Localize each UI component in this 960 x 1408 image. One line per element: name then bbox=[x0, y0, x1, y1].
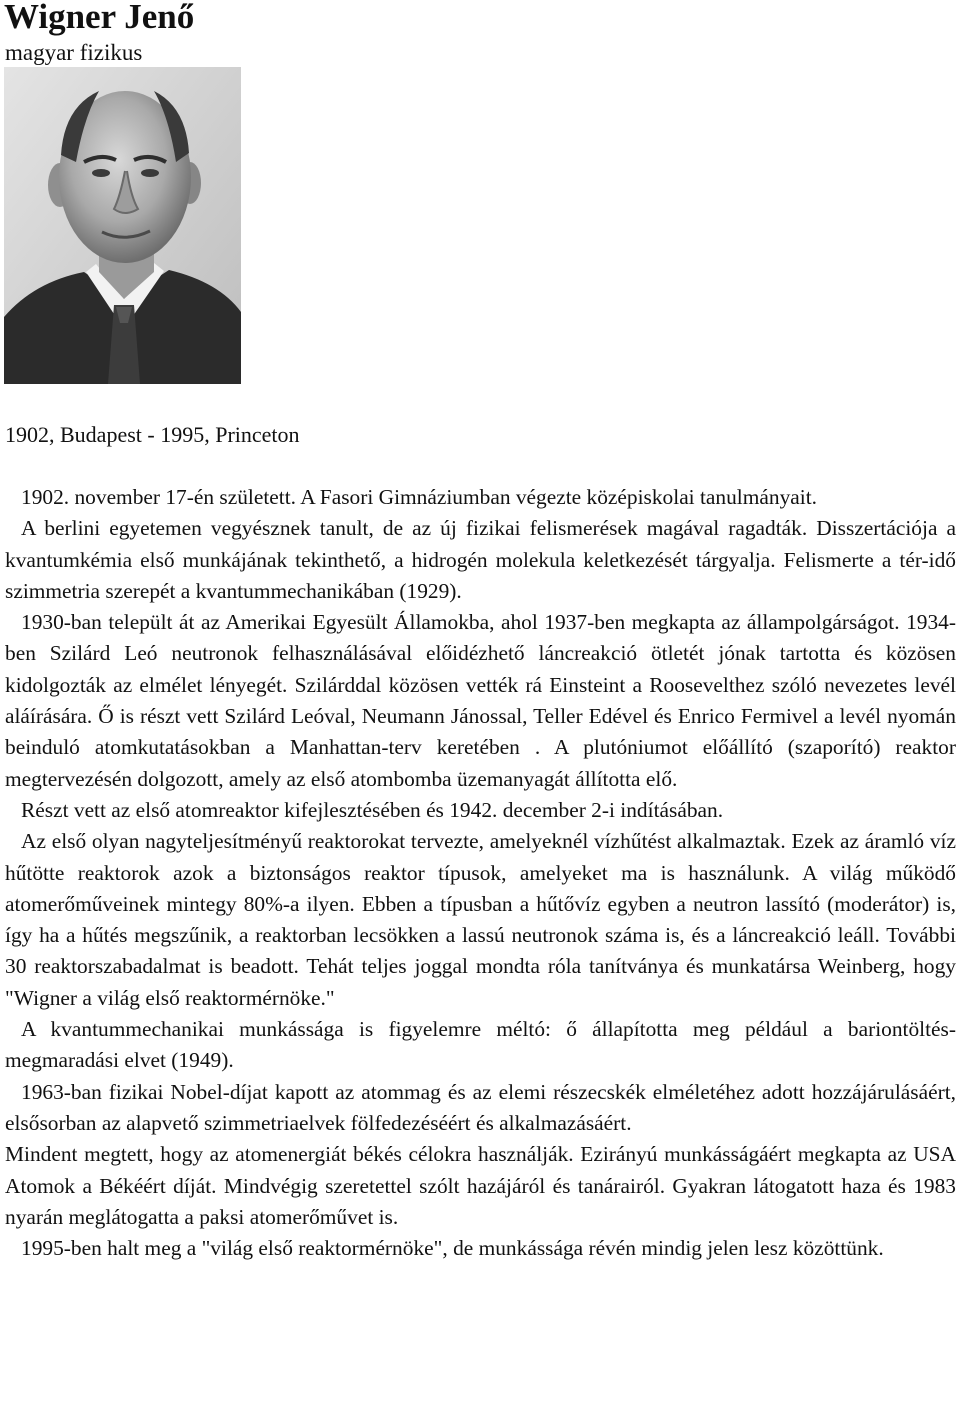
portrait-photo bbox=[4, 67, 241, 384]
portrait-illustration bbox=[4, 67, 241, 384]
paragraph-berlin: A berlini egyetemen vegyésznek tanult, de az új fizikai felismerések magával ragadták. Disszertációja a kvantumkémia első munkájának tekinthető, a hidrogén molekula keletkezését tárgyalja. Felismerte a tér-idő szimmetria szerepét a kvantummechanikában (1929). bbox=[5, 516, 956, 603]
paragraph-peace: Mindent megtett, hogy az atomenergiát békés célokra használják. Ezirányú munkásságáért megkapta az USA Atomok a Békéért díját. Mindvégig szeretettel szólt hazájáról és tanárairól. Gyakran látogatott haza és 1983 nyarán meglátogatta a paksi atomerőművet is. bbox=[5, 1142, 956, 1229]
paragraph-usa: 1930-ban települt át az Amerikai Egyesült Államokba, ahol 1937-ben megkapta az állampolgárságot. 1934-ben Szilárd Leó neutronok felhasználásával előidézhető láncreakció ötletét jónak tartotta és közösen kidolgozták az elmélet lényegét. Szilárddal közösen vették rá Einsteint a Roosevelthez szóló nevezetes levél aláírására. Ő is részt vett Szilárd Leóval, Neumann Jánossal, Teller Edével és Enrico Fermivel a levél nyomán beinduló atomkutatásokban a Manhattan-terv keretében . A plutóniumot előállító (szaporító) reaktor megtervezésén dolgozott, amely az első atombomba üzemanyagát állította elő. bbox=[5, 610, 956, 791]
paragraph-nobel: 1963-ban fizikai Nobel-díjat kapott az atommag és az elemi részecskék elméletéhez adott hozzájárulásáért, elsősorban az alapvető szimmetriaelvek fölfedezéséért és alkalmazásáért. bbox=[5, 1079, 956, 1135]
biography-text bbox=[5, 482, 956, 1264]
paragraph-quantum: A kvantummechanikai munkássága is figyelemre méltó: ő állapította meg például a bariontöltés-megmaradási elvet (1949). bbox=[5, 1017, 956, 1073]
page-title: Wigner Jenő bbox=[4, 0, 195, 36]
paragraph-birth: 1902. november 17-én született. A Fasori Gimnáziumban végezte középiskolai tanulmányait. bbox=[21, 485, 817, 509]
page-subtitle: magyar fizikus bbox=[5, 40, 143, 65]
lifespan-line: 1902, Budapest - 1995, Princeton bbox=[5, 422, 300, 447]
paragraph-death: 1995-ben halt meg a "világ első reaktormérnöke", de munkássága révén mindig jelen lesz közöttünk. bbox=[21, 1236, 884, 1261]
paragraph-water-cooled: Az első olyan nagyteljesítményű reaktorokat tervezte, amelyeknél vízhűtést alkalmaztak. Ezek az áramló víz hűtötte reaktorok azok a biztonságos reaktor típusok, amelyeket ma is használunk. A világ működő atomerőműveinek mintegy 80%-a ilyen. Ebben a típusban a hűtővíz egyben a neutron lassító (moderátor) is, így ha a hűtés megszűnik, a reaktorban lecsökken a lassú neutronok száma is, és a láncreakció leáll. További 30 reaktorszabadalmat is beadott. Tehát teljes joggal mondta róla tanítványa és munkatársa Weinberg, hogy "Wigner a világ első reaktormérnöke." bbox=[5, 829, 956, 1010]
paragraph-reactor: Részt vett az első atomreaktor kifejlesztésében és 1942. december 2-i indításában. bbox=[21, 797, 724, 822]
